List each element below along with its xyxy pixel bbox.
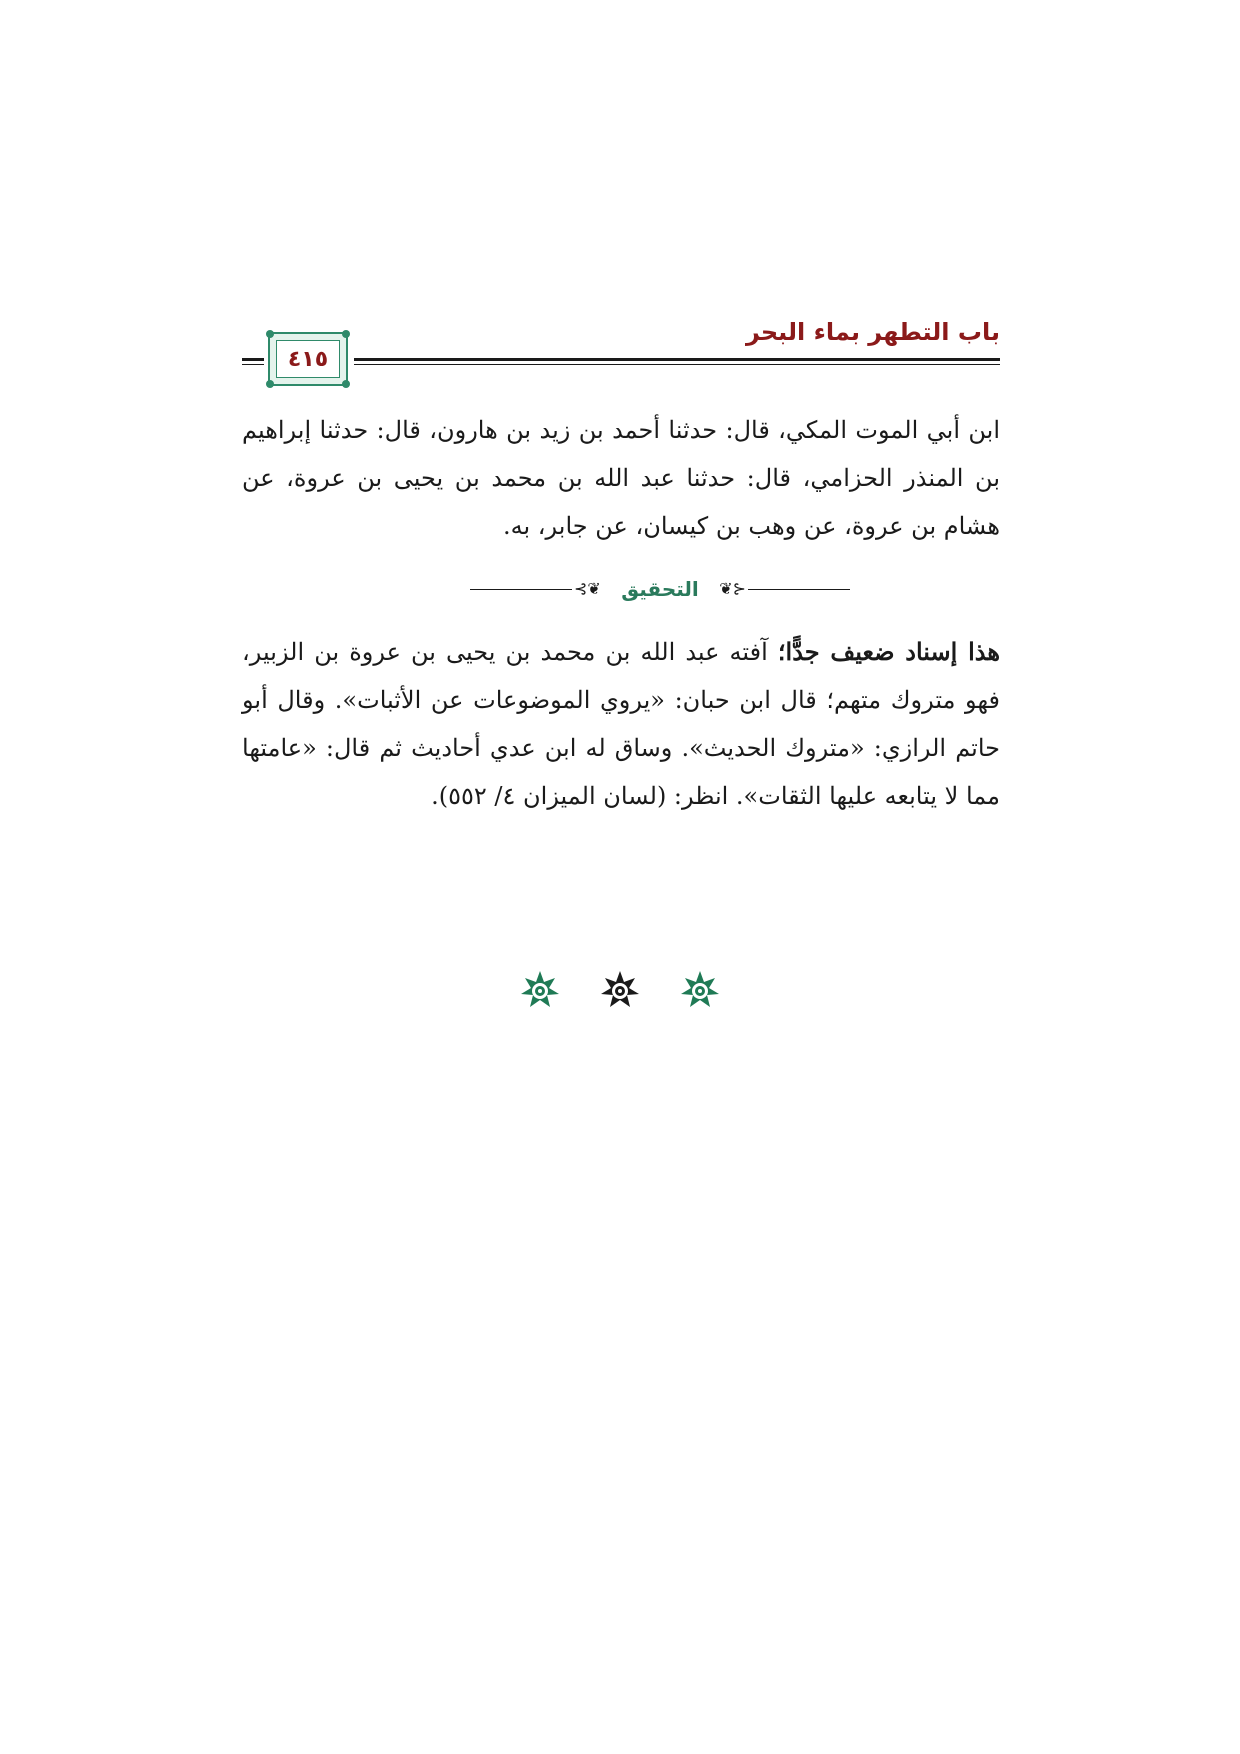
page-number-frame [276,340,340,378]
chapter-title: باب التطهر بماء البحر [745,318,1000,346]
end-ornament [520,968,720,1012]
flower-ornament-icon [520,970,560,1010]
page-header [242,318,1000,390]
divider-line-right [748,589,850,590]
body-paragraph-1: ابن أبي الموت المكي، قال: حدثنا أحمد بن زيد بن هارون، قال: حدثنا إبراهيم بن المنذر الحزامي، قال: حدثنا عبد الله بن محمد بن يحيى بن عروة، عن هشام بن عروة، عن وهب بن كيسان، عن جابر، به. [242,416,1000,540]
header-rule-left [242,358,264,365]
flower-ornament-icon [680,970,720,1010]
verdict-bold-text: هذا إسناد ضعيف جدًّا؛ [777,637,1000,666]
verdict-explanation-text: آفته عبد الله بن محمد بن يحيى بن عروة بن الزبير، فهو متروك متهم؛ قال ابن حبان: «يروي الموضوعات عن الأثبات». وقال أبو حاتم الرازي: «متروك الحديث». وساق له ابن عدي أحاديث ثم قال: «عامتها مما لا يتابعه عليها الثقات». انظر: (لسان الميزان ٤/ ٥٥٢). [242,638,1000,810]
page-number: ٤١٥ [287,346,329,372]
page-number-badge [268,332,348,386]
section-divider [470,574,850,604]
divider-scroll-icon: ❦⊱ [719,579,746,598]
badge-corner-icon [342,330,350,338]
divider-scroll-icon: ⊰❦ [574,579,601,598]
body-paragraph-2 [242,628,1000,820]
section-heading: التحقيق [621,577,699,601]
badge-corner-icon [266,380,274,388]
header-rule-right [354,358,1000,365]
flower-ornament-icon [600,970,640,1010]
badge-corner-icon [342,380,350,388]
badge-corner-icon [266,330,274,338]
